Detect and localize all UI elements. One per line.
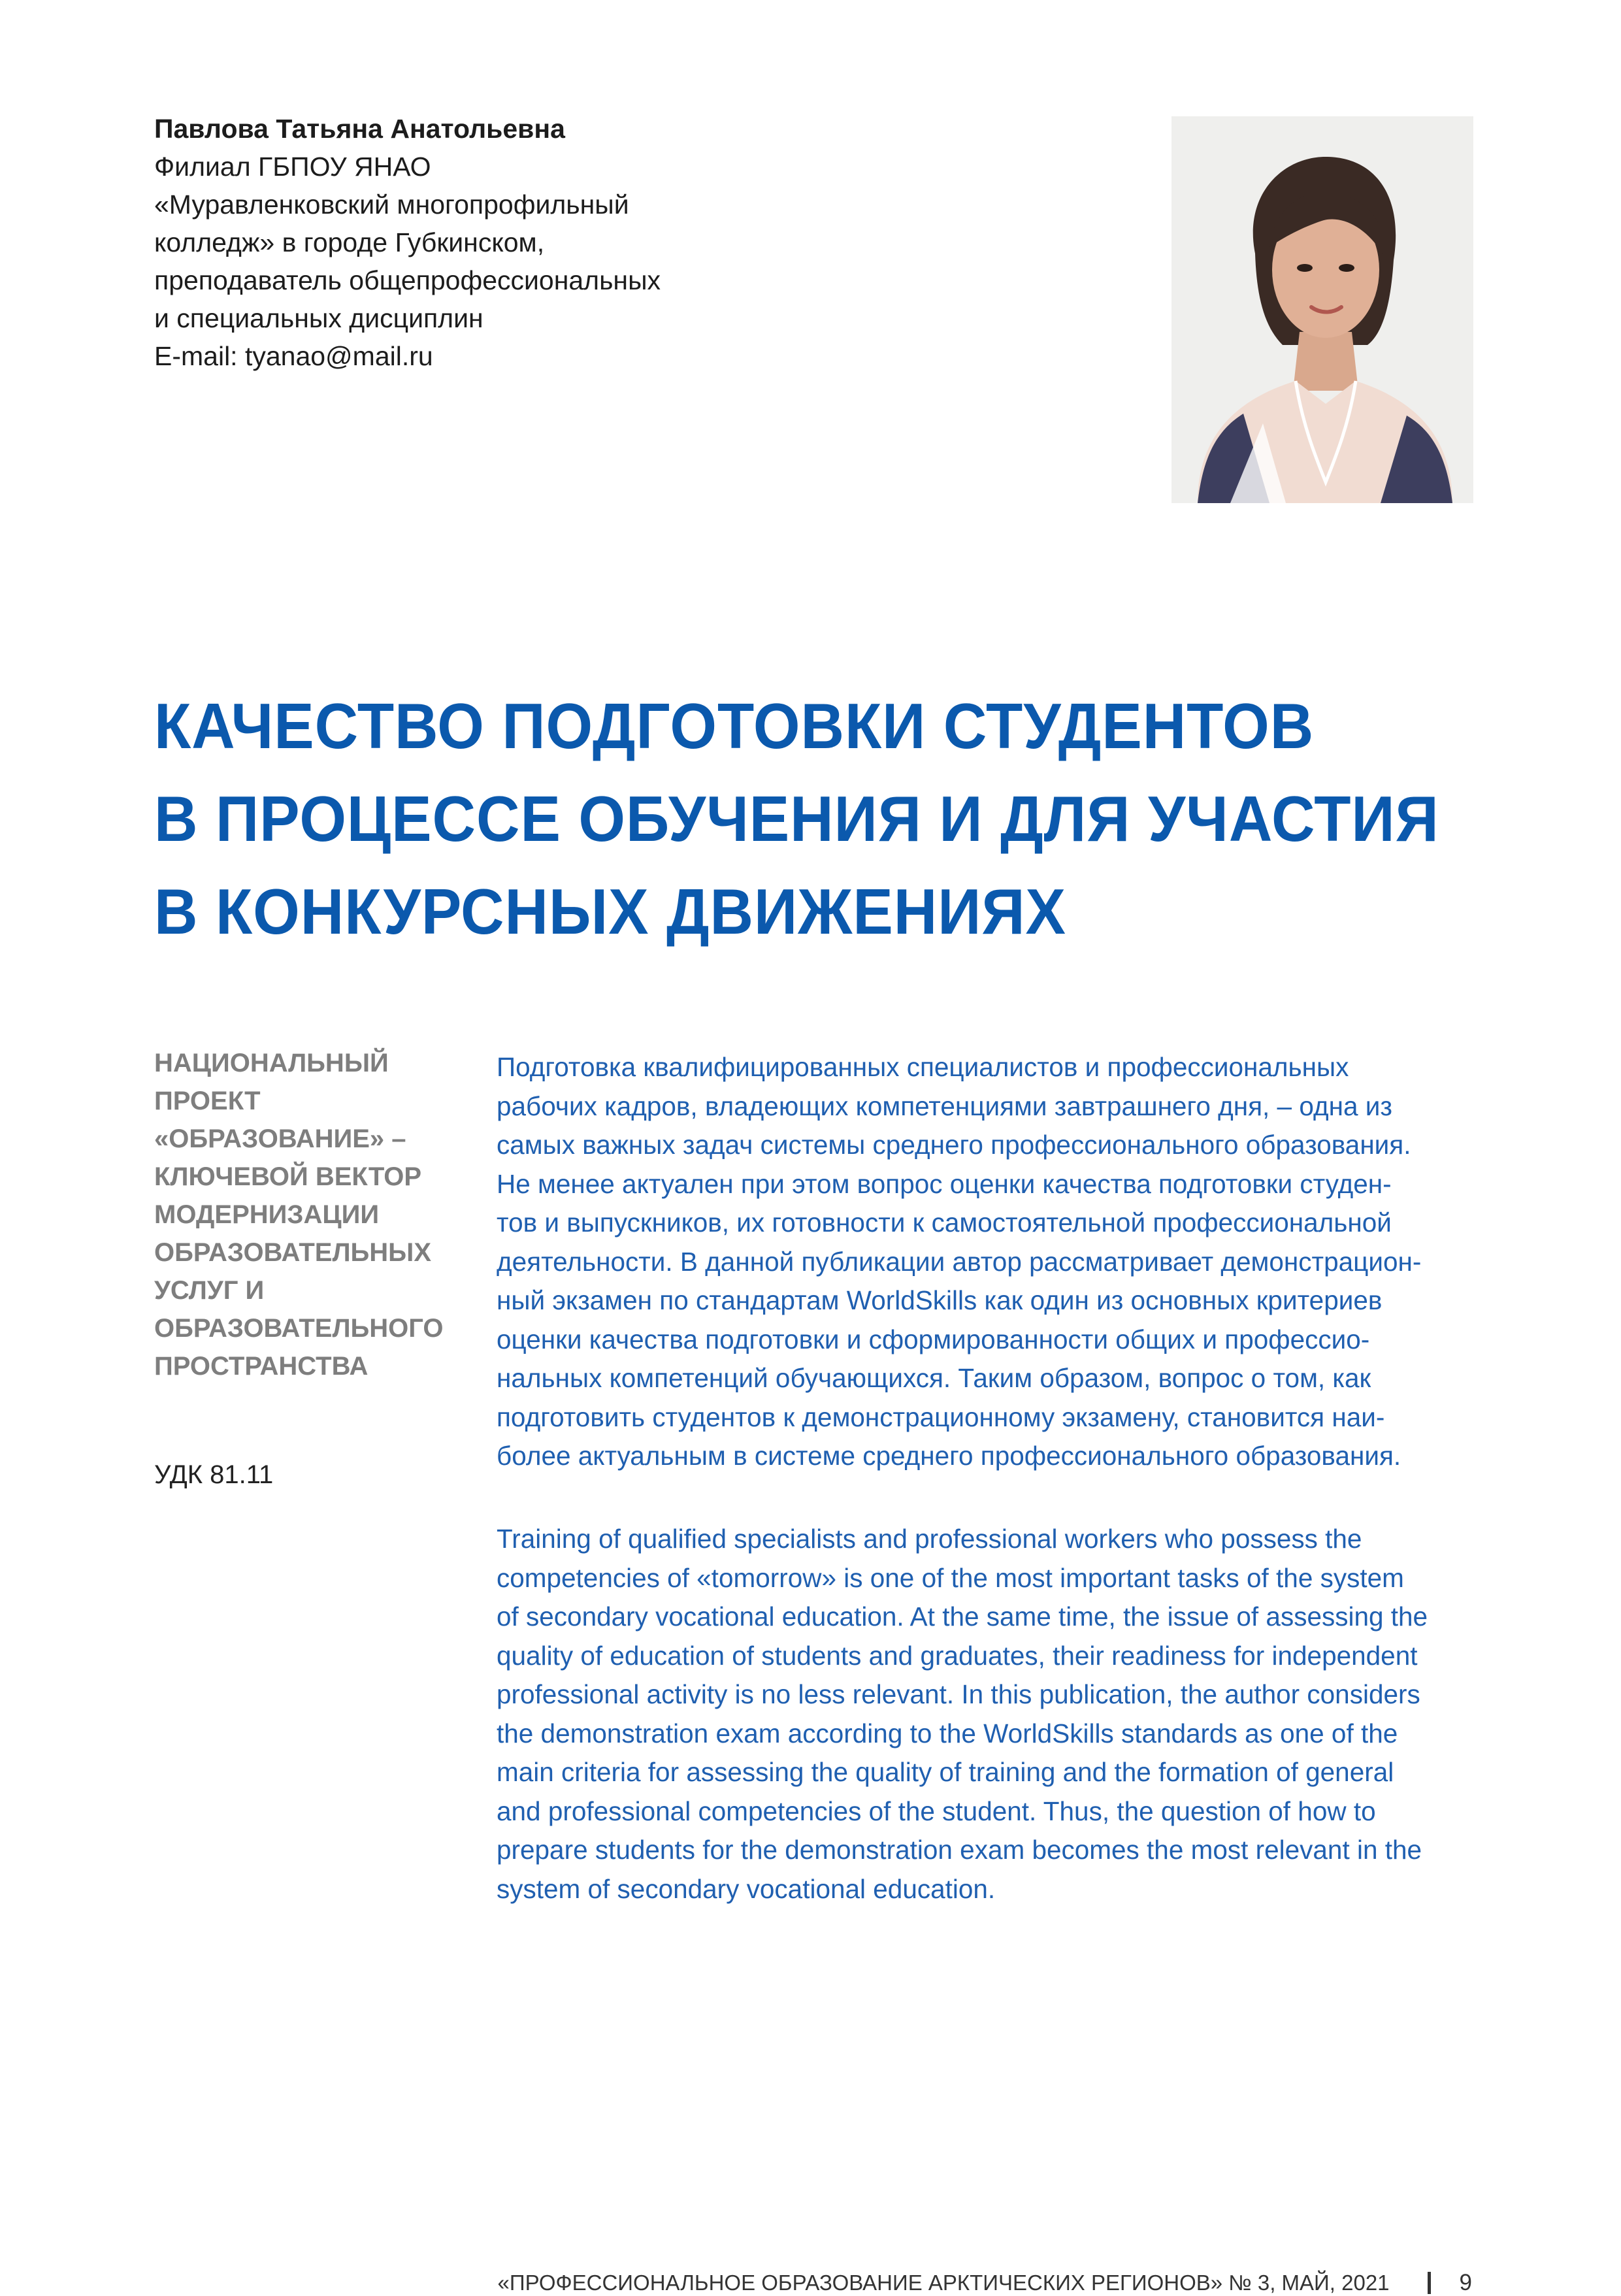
author-block xyxy=(154,110,742,375)
article-title xyxy=(154,680,1439,958)
abstract-line: тов и выпускников, их готовности к самостоятельной профессиональной xyxy=(497,1207,1392,1238)
abstract-line: более актуальным в системе среднего профессионального образования. xyxy=(497,1441,1401,1471)
abstract-english xyxy=(497,1520,1477,1909)
abstract-line: самых важных задач системы среднего профессионального образования. xyxy=(497,1130,1411,1160)
page-number: 9 xyxy=(1459,2270,1472,2295)
abstract-line: Подготовка квалифицированных специалистов и профессиональных xyxy=(497,1052,1349,1082)
abstract-line: ный экзамен по стандартам WorldSkills как один из основных критериев xyxy=(497,1285,1383,1315)
rubric-line: НАЦИОНАЛЬНЫЙ xyxy=(154,1049,389,1077)
abstract-line: professional activity is no less relevant. In this publication, the author considers xyxy=(497,1679,1420,1709)
abstract-line: подготовить студентов к демонстрационному экзамену, становится наи- xyxy=(497,1402,1385,1432)
title-line: В ПРОЦЕССЕ ОБУЧЕНИЯ И ДЛЯ УЧАСТИЯ xyxy=(154,783,1439,855)
rubric-line: УСЛУГ И xyxy=(154,1276,265,1305)
author-position-line: преподаватель общепрофессиональных xyxy=(154,265,661,295)
abstract-line: and professional competencies of the student. Thus, the question of how to xyxy=(497,1796,1376,1826)
page-footer xyxy=(498,2270,1472,2296)
abstract-line: оценки качества подготовки и сформированности общих и профессио- xyxy=(497,1324,1370,1354)
author-name: Павлова Татьяна Анатольевна xyxy=(154,114,565,144)
footer-divider xyxy=(1428,2272,1431,2294)
author-affiliation-line: Филиал ГБПОУ ЯНАО xyxy=(154,152,431,182)
abstract-line: деятельности. В данной публикации автор рассматривает демонстрацион- xyxy=(497,1246,1422,1277)
abstract-line: Training of qualified specialists and professional workers who possess the xyxy=(497,1524,1362,1554)
abstract-line: нальных компетенций обучающихся. Таким образом, вопрос о том, как xyxy=(497,1363,1371,1393)
rubric-line: КЛЮЧЕВОЙ ВЕКТОР xyxy=(154,1162,422,1191)
rubric-line: ПРОЕКТ xyxy=(154,1087,261,1115)
rubric-line: МОДЕРНИЗАЦИИ xyxy=(154,1200,380,1229)
udk-code: УДК 81.11 xyxy=(154,1460,274,1489)
author-position-line: и специальных дисциплин xyxy=(154,303,483,333)
abstract-line: Не менее актуален при этом вопрос оценки качества подготовки студен- xyxy=(497,1168,1392,1199)
rubric-line: «ОБРАЗОВАНИЕ» – xyxy=(154,1124,406,1153)
portrait-image xyxy=(1171,116,1473,503)
journal-name: «ПРОФЕССИОНАЛЬНОЕ ОБРАЗОВАНИЕ АРКТИЧЕСКИХ РЕГИОНОВ» № 3, МАЙ, 2021 xyxy=(497,2271,1390,2295)
rubric xyxy=(154,1044,461,1385)
abstract-line: of secondary vocational education. At the same time, the issue of assessing the xyxy=(497,1601,1428,1632)
rubric-line: ПРОСТРАНСТВА xyxy=(154,1352,368,1381)
title-line: В КОНКУРСНЫХ ДВИЖЕНИЯХ xyxy=(154,876,1066,947)
abstract-line: main criteria for assessing the quality of training and the formation of general xyxy=(497,1757,1394,1787)
abstract-line: competencies of «tomorrow» is one of the most important tasks of the system xyxy=(497,1562,1404,1593)
author-affiliation-line: «Муравленковский многопрофильный xyxy=(154,189,629,220)
abstract-line: system of secondary vocational education. xyxy=(497,1873,996,1904)
abstract-line: рабочих кадров, владеющих компетенциями завтрашнего дня, – одна из xyxy=(497,1091,1392,1121)
author-photo xyxy=(1171,116,1473,503)
abstract-line: the demonstration exam according to the WorldSkills standards as one of the xyxy=(497,1718,1398,1748)
author-email: E-mail: tyanao@mail.ru xyxy=(154,341,433,371)
abstract-line: prepare students for the demonstration exam becomes the most relevant in the xyxy=(497,1835,1422,1865)
abstract-line: quality of education of students and graduates, their readiness for independent xyxy=(497,1640,1418,1671)
abstract-russian xyxy=(497,1048,1477,1476)
title-line: КАЧЕСТВО ПОДГОТОВКИ СТУДЕНТОВ xyxy=(154,690,1315,762)
author-affiliation-line: колледж» в городе Губкинском, xyxy=(154,227,545,257)
rubric-line: ОБРАЗОВАТЕЛЬНОГО xyxy=(154,1314,444,1343)
rubric-line: ОБРАЗОВАТЕЛЬНЫХ xyxy=(154,1238,432,1267)
